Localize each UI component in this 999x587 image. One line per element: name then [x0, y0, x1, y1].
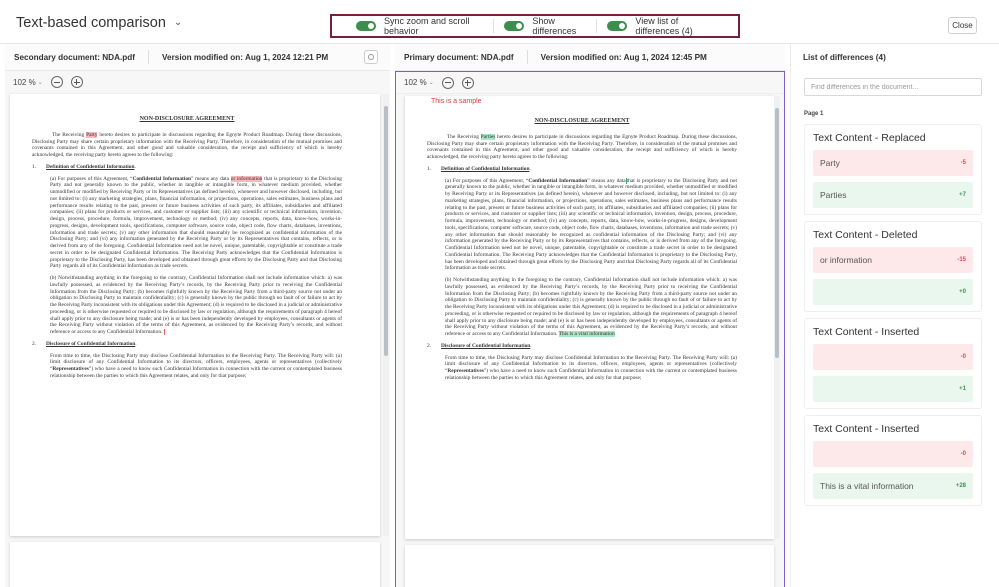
difference-card[interactable]: [804, 415, 982, 506]
view-options-toggle-group: [330, 14, 740, 38]
secondary-zoom-bar: [5, 71, 390, 93]
scrollbar-thumb[interactable]: [775, 108, 779, 358]
intro-paragraph: The Receiving Parties hereto desires to participate in discussions regarding the Egnyte Product Roadmap. During these discussions, Disclosing Party may share certain proprietary information with the Receiving Party. Therefore, in consideration of the mutual promises and covenants contained in this Agreement, and other good and valuable consideration, the receipt and sufficiency of which is hereby acknowledged, the receiving party hereto agrees to the following:: [427, 133, 737, 160]
differences-panel-title: List of differences (4): [803, 53, 886, 62]
document-page: [405, 96, 774, 539]
document-text: [427, 118, 737, 387]
chevron-down-icon: ⌄: [173, 16, 183, 28]
removed-count: -0: [960, 451, 966, 457]
toggle-label: View list of differences (4): [635, 16, 693, 36]
difference-added-row[interactable]: [813, 376, 973, 402]
comparison-mode-dropdown[interactable]: [16, 15, 182, 31]
difference-card[interactable]: [804, 221, 982, 312]
secondary-version-date: Version modified on: Aug 1, 2024 12:21 PM: [162, 52, 329, 62]
diff-highlight-removed[interactable]: or information: [230, 175, 263, 182]
difference-card[interactable]: [804, 318, 982, 409]
zoom-level-value: 102 %: [13, 77, 36, 87]
added-text: Parties: [820, 190, 847, 200]
toggle-switch-icon[interactable]: [504, 21, 524, 31]
sync-zoom-scroll-toggle[interactable]: [356, 16, 494, 36]
paragraph-2: From time to time, the Disclosing Party may disclose Confidential Information to the Receiving Party. The Receiving Party will: (a) limit disclosure of any Confidential Information to its directors, officers, employees, agents or representatives (collectively “Representatives”) who have a need to know such Confidential Information in connection with the current or contemplated business relationship between the parties to which this Agreement relates, and only for that purpose;: [50, 352, 342, 379]
zoom-in-icon[interactable]: [71, 76, 83, 88]
secondary-pane-header: [5, 44, 390, 71]
removed-text: Party: [820, 158, 840, 168]
show-differences-toggle[interactable]: [504, 16, 597, 36]
paragraph-b: (b) Notwithstanding anything in the foregoing to the contrary, Confidential Information shall not include information which: a) was lawfully possessed, as evidenced by the Receiving Party’s records, by the Receiving Party prior to receiving the Confidential Information from the Disclosing Party; (b) becomes rightfully known by the Receiving Party from a third-party source not under an obligation to Disclosing Party to maintain confidentiality; (c) is generally known by the public through no fault of or failure to act by the Receiving Party inconsistent with its obligations under this Agreement; (d) is required to be disclosed in a judicial or administrative proceeding, or is otherwise requested or required to be disclosed by law or regulation, although the requirements of paragraph 4 hereof shall apply prior to any disclosure being made; and (e) is or has been independently developed by employees, consultants or agents of the Receiving Party without violation of the terms of this Agreement, as evidenced by the Receiving Party’s records, and without reference or access to any Confidential Information.: [50, 275, 342, 336]
difference-type: Text Content - Replaced: [813, 132, 926, 144]
section-heading: 2. Disclosure of Confidential Information.: [427, 342, 532, 349]
difference-removed-row[interactable]: [813, 150, 973, 176]
chevron-down-icon: ⌄: [37, 79, 43, 86]
added-count: +0: [959, 289, 966, 295]
swap-documents-icon[interactable]: [364, 50, 378, 64]
difference-type: Text Content - Deleted: [813, 229, 918, 241]
zoom-level-value: 102 %: [404, 78, 427, 87]
document-title: NON-DISCLOSURE AGREEMENT: [534, 118, 630, 124]
toggle-switch-icon[interactable]: [356, 21, 376, 31]
header-divider: [148, 50, 149, 64]
comparison-mode-label: Text-based comparison: [16, 15, 166, 31]
paragraph-b: (b) Notwithstanding anything in the foregoing to the contrary, Confidential Information shall not include information which: a) was lawfully possessed, as evidenced by the Receiving Party’s records, by the Receiving Party prior to receiving the Confidential Information from the Disclosing Party; (b) becomes rightfully known by the Receiving Party from a third-party source not under an obligation to Disclosing Party to maintain confidentiality; (c) is generally known by the public through no fault of or failure to act by the Receiving Party inconsistent with its obligations under this Agreement; (d) is required to be disclosed in a judicial or administrative proceeding, or is otherwise requested or required to be disclosed by law or regulation, although the requirements of paragraph 4 hereof shall apply prior to any disclosure being made; and (e) is or has been independently developed by employees, consultants or agents of the Receiving Party without violation of the terms of this Agreement, as evidenced by the Receiving Party’s records, and without reference or access to any Confidential Information. This is a vital information: [445, 277, 737, 338]
document-page: [10, 542, 380, 587]
primary-viewer-active[interactable]: [395, 71, 785, 587]
zoom-out-icon[interactable]: [442, 77, 454, 89]
chevron-down-icon: ⌄: [428, 80, 434, 86]
sample-annotation: This is a sample: [431, 98, 482, 105]
toggle-switch-icon[interactable]: [607, 21, 627, 31]
page-group-label: Page 1: [804, 111, 824, 117]
toggle-label: Show differences: [532, 16, 577, 36]
scrollbar-thumb[interactable]: [384, 106, 388, 356]
header-divider: [527, 50, 528, 64]
primary-zoom-bar: [396, 72, 784, 94]
close-button[interactable]: Close: [948, 17, 977, 34]
difference-type: Text Content - Inserted: [813, 423, 920, 435]
added-count: +1: [959, 386, 966, 392]
difference-type: Text Content - Inserted: [813, 326, 920, 338]
added-count: +7: [959, 192, 966, 198]
difference-card[interactable]: [804, 124, 982, 215]
difference-added-row[interactable]: [813, 473, 973, 499]
differences-panel: [790, 44, 999, 587]
paragraph-a: (a) For purposes of this Agreement, “Confidential Information” means any datathat is proprietary to the Disclosing Party and not generally known to the public, whether in tangible or intangible form, in whatever medium provided, whether unmodified or modified by Receiving Party or its Representatives (as defined herein), whenever and however disclosed, including, but not limited to: (i) any marketing strategies, plans, financial information, or projections, operations, sales estimates, business plans and performance results relating to the past, present or future business activities of such party, its affiliates, subsidiaries and affiliated companies; (ii) plans for products or services, and customer or supplier lists; (iii) any scientific or technical information, invention, design, process, procedure, formula, improvement, technology or method; (iv) any concepts, reports, data, know-how, works-in-progress, designs, development tools, specifications, computer software, source code, object code, flow charts, databases, inventions, information and trade secrets; (v) any other information that should reasonably be recognized as confidential information of the Disclosing Party; and (vi) any information generated by the Receiving Party or by its Representatives that contains, reflects, or is derived from any of the foregoing. Confidential Information need not be novel, unique, patentable, copyrightable or constitute a trade secret in order to be designated Confidential Information. The Receiving Party acknowledges that the Confidential Information is proprietary to the Disclosing Party, has been developed and obtained through great efforts by the Disclosing Party and that Disclosing Party regards all of its Confidential Information as trade secrets.: [445, 177, 738, 272]
document-page: [405, 545, 774, 587]
zoom-out-icon[interactable]: [51, 76, 63, 88]
primary-document-name: Primary document: NDA.pdf: [404, 52, 514, 62]
added-text: This is a vital information: [820, 481, 914, 491]
removed-count: -5: [960, 160, 966, 166]
difference-removed-row[interactable]: [813, 441, 973, 467]
diff-marker-removed[interactable]: [164, 329, 165, 335]
section-heading: 2. Disclosure of Confidential Information.: [32, 340, 137, 347]
document-text: [32, 116, 342, 385]
diff-highlight-removed[interactable]: Party: [86, 131, 98, 138]
differences-list: [804, 124, 982, 512]
difference-removed-row[interactable]: [813, 247, 973, 273]
zoom-level-dropdown[interactable]: [13, 78, 43, 87]
section-heading: 1. Definition of Confidential Information.: [32, 163, 136, 170]
document-page: [10, 94, 380, 536]
primary-version-date: Version modified on: Aug 1, 2024 12:45 PM: [540, 52, 707, 62]
difference-added-row[interactable]: [813, 182, 973, 208]
removed-count: -15: [957, 257, 966, 263]
section-heading: 1. Definition of Confidential Information.: [427, 165, 531, 172]
zoom-in-icon[interactable]: [462, 77, 474, 89]
diff-highlight-added[interactable]: This is a vital information: [558, 331, 615, 338]
scrollbar[interactable]: [774, 96, 780, 539]
paragraph-a: (a) For purposes of this Agreement, “Confidential Information” means any data or information that is proprietary to the Disclosing Party and not generally known to the public, whether in tangible or intangible form, in whatever medium provided, whether unmodified or modified by Receiving Party or its Representatives (as defined herein), whenever and however disclosed, including, but not limited to: (i) any marketing strategies, plans, financial information, or projections, operations, sales estimates, business plans and performance results relating to the past, present or future business activities of such party, its affiliates, subsidiaries and affiliated companies; (ii) plans for products or services, and customer or supplier lists; (iii) any scientific or technical information, invention, design, process, procedure, formula, improvement, technology or method; (iv) any concepts, reports, data, know-how, works-in-progress, designs, development tools, specifications, computer software, source code, object code, flow charts, databases, inventions, information and trade secrets; (v) any other information that should reasonably be recognized as confidential information of the Disclosing Party; and (vi) any information generated by the Receiving Party or by its Representatives that contains, reflects, or is derived from any of the foregoing. Confidential Information need not be novel, unique, patentable, copyrightable or constitute a trade secret in order to be designated Confidential Information. The Receiving Party acknowledges that the Confidential Information is proprietary to the Disclosing Party, has been developed and obtained through great efforts by the Disclosing Party and that Disclosing Party regards all of its Confidential Information as trade secrets.: [50, 175, 342, 270]
intro-paragraph: The Receiving Party hereto desires to participate in discussions regarding the Egnyte Product Roadmap. During these discussions, Disclosing Party may share certain proprietary information with the Receiving Party. Therefore, in consideration of the mutual promises and covenants contained in this Agreement, and other good and valuable consideration, the receipt and sufficiency of which is hereby acknowledged, the receiving party hereto agrees to the following:: [32, 131, 342, 158]
diff-highlight-added[interactable]: Parties: [480, 133, 496, 140]
paragraph-2: From time to time, the Disclosing Party may disclose Confidential Information to the Receiving Party. The Receiving Party will: (a) limit disclosure of any Confidential Information to its directors, officers, employees, agents or representatives (collectively “Representatives”) who have a need to know such Confidential Information in connection with the current or contemplated business relationship between the parties to which this Agreement relates, and only for that purpose;: [445, 354, 737, 381]
find-differences-search-input[interactable]: [804, 78, 982, 96]
primary-pane-header: [395, 44, 785, 71]
document-title: NON-DISCLOSURE AGREEMENT: [139, 116, 235, 122]
toggle-label: Sync zoom and scroll behavior: [384, 16, 470, 36]
zoom-level-dropdown[interactable]: [404, 78, 434, 87]
scrollbar[interactable]: [383, 94, 389, 536]
secondary-document-name: Secondary document: NDA.pdf: [14, 52, 136, 62]
primary-document-pane: [395, 44, 785, 587]
difference-added-row[interactable]: [813, 279, 973, 305]
added-count: +28: [955, 483, 966, 489]
removed-text: or information: [820, 255, 872, 265]
top-bar: [0, 0, 999, 44]
difference-removed-row[interactable]: [813, 344, 973, 370]
removed-count: -0: [960, 354, 966, 360]
view-list-of-differences-toggle[interactable]: [607, 16, 728, 36]
secondary-document-pane: [5, 44, 390, 587]
